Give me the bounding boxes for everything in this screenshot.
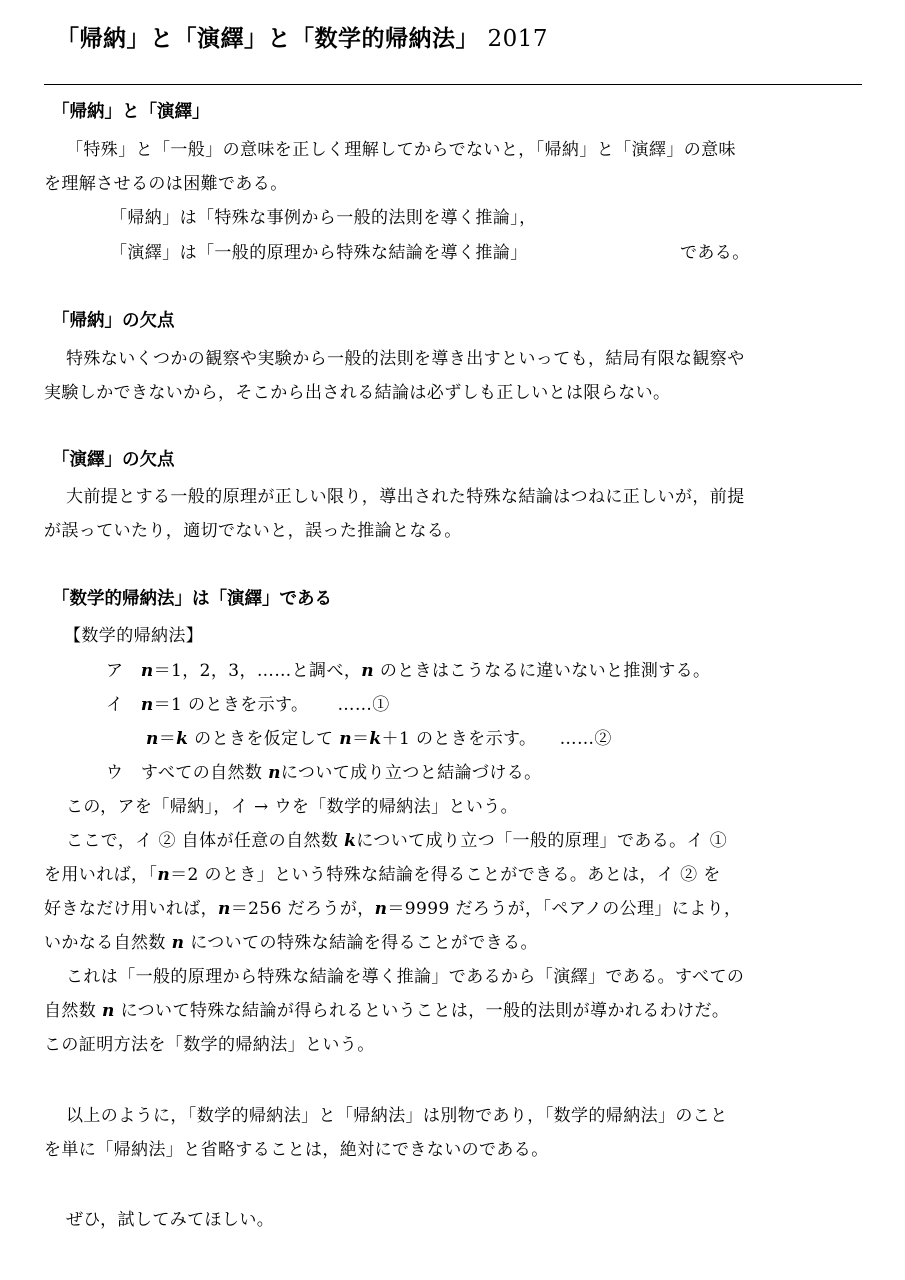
step-i2-text-2: ＋1 のときを示す。: [381, 729, 537, 749]
commentary-5a: いかなる自然数: [44, 933, 166, 953]
step-i2-ref: ……②: [559, 729, 612, 749]
var-n: n: [171, 933, 185, 953]
commentary-4a: 好きなだけ用いれば，: [44, 899, 218, 919]
s3-line-1: 大前提とする一般的原理が正しい限り，導出された特殊な結論はつねに正しいが，前提: [66, 487, 745, 507]
definition-ending: である。: [680, 243, 750, 263]
var-n: n: [157, 865, 171, 885]
var-k: k: [369, 729, 382, 749]
commentary-3a: を用いれば，「: [44, 865, 158, 885]
var-n: n: [268, 763, 281, 783]
commentary-line-4: [44, 894, 741, 919]
s2-line-2: 実験しかできないから，そこから出される結論は必ずしも正しいとは限らない。: [44, 383, 671, 403]
section-heading-induction-deduction: 「帰納」と「演繹」: [52, 102, 210, 122]
conclusion-line-2: を単に「帰納法」と省略することは，絶対にできないのである。: [44, 1140, 549, 1160]
var-n: n: [146, 729, 159, 749]
step-i-inductive: [146, 724, 612, 749]
section-heading-math-induction: 「数学的帰納法」は「演繹」である: [52, 589, 332, 609]
var-n: n: [218, 899, 231, 919]
s2-line-1: 特殊ないくつかの観察や実験から一般的法則を導き出すといっても，結局有限な観察や: [66, 349, 745, 369]
definition-induction: 「帰納」は「特殊な事例から一般的法則を導く推論」，: [110, 208, 537, 228]
conclusion-line-1: 以上のように，「数学的帰納法」と「帰納法」は別物であり，「数学的帰納法」のこと: [66, 1106, 728, 1126]
step-u-mark: ウ: [106, 763, 124, 783]
var-n: n: [140, 695, 154, 715]
definition-deduction: 「演繹」は「一般的原理から特殊な結論を導く推論」: [110, 243, 528, 263]
step-i-ref: ……①: [337, 695, 390, 715]
step-i2-text: のときを仮定して: [194, 729, 334, 749]
equals-sign: ＝: [351, 729, 370, 749]
step-a-mark: ア: [106, 661, 124, 681]
commentary-line-5: [44, 928, 538, 953]
var-k: k: [176, 729, 189, 749]
var-n: n: [102, 1001, 115, 1021]
s3-line-2: が誤っていたり，適切でないと，誤った推論となる。: [44, 521, 462, 541]
commentary-7a: 自然数: [44, 1001, 97, 1021]
commentary-line-7: [44, 996, 729, 1021]
step-i-text: ＝1 のときを示す。: [153, 695, 309, 715]
math-induction-box-label: 【数学的帰納法】: [64, 626, 204, 646]
equals-sign: ＝: [158, 729, 177, 749]
commentary-4b: ＝256 だろうが，: [230, 899, 375, 919]
step-a: [106, 656, 710, 681]
var-n: n: [361, 661, 375, 681]
step-i: [106, 690, 390, 715]
section-heading-deduction-flaw: 「演繹」の欠点: [52, 450, 175, 470]
commentary-line-8: この証明方法を「数学的帰納法」という。: [44, 1035, 375, 1055]
var-n: n: [374, 899, 388, 919]
commentary-7b: について特殊な結論が得られるということは，一般的法則が導かれるわけだ。: [120, 1001, 730, 1021]
commentary-5b: についての特殊な結論を得ることができる。: [190, 933, 538, 953]
step-u: [106, 758, 542, 783]
step-a-text: ＝1，2，3，……と調べ，: [153, 661, 362, 681]
commentary-line-3: [44, 860, 721, 885]
commentary-2a: ここで，イ ② 自体が任意の自然数: [66, 831, 339, 851]
step-u-text-2: について成り立つと結論づける。: [280, 763, 542, 783]
title-year: 2017: [487, 26, 549, 52]
commentary-line-2: [66, 826, 727, 851]
commentary-4c: ＝9999 だろうが，「ペアノの公理」により，: [387, 899, 742, 919]
section-heading-induction-flaw: 「帰納」の欠点: [52, 311, 175, 331]
s1-paragraph-line-2: を理解させるのは困難である。: [44, 174, 288, 194]
commentary-line-1: この，アを「帰納」，イ → ウを「数学的帰納法」という。: [66, 797, 519, 817]
commentary-3b: ＝2 のとき」という特殊な結論を得ることができる。あとは，イ ② を: [170, 865, 721, 885]
step-i-mark: イ: [106, 695, 124, 715]
var-n: n: [140, 661, 154, 681]
title-main: 「帰納」と「演繹」と「数学的帰納法」: [56, 26, 479, 52]
var-k: k: [344, 831, 357, 851]
s1-paragraph-line-1: 「特殊」と「一般」の意味を正しく理解してからでないと，「帰納」と「演繹」の意味: [66, 140, 736, 160]
var-n: n: [339, 729, 352, 749]
commentary-line-6: これは「一般的原理から特殊な結論を導く推論」であるから「演繹」である。すべての: [66, 967, 745, 987]
step-a-text-2: のときはこうなるに違いないと推測する。: [379, 661, 711, 681]
commentary-2b: について成り立つ「一般的原理」である。イ ①: [356, 831, 728, 851]
document-title: [56, 20, 548, 53]
title-divider: [44, 84, 862, 85]
step-u-text: すべての自然数: [140, 763, 263, 783]
closing-line: ぜひ，試してみてほしい。: [66, 1210, 275, 1230]
